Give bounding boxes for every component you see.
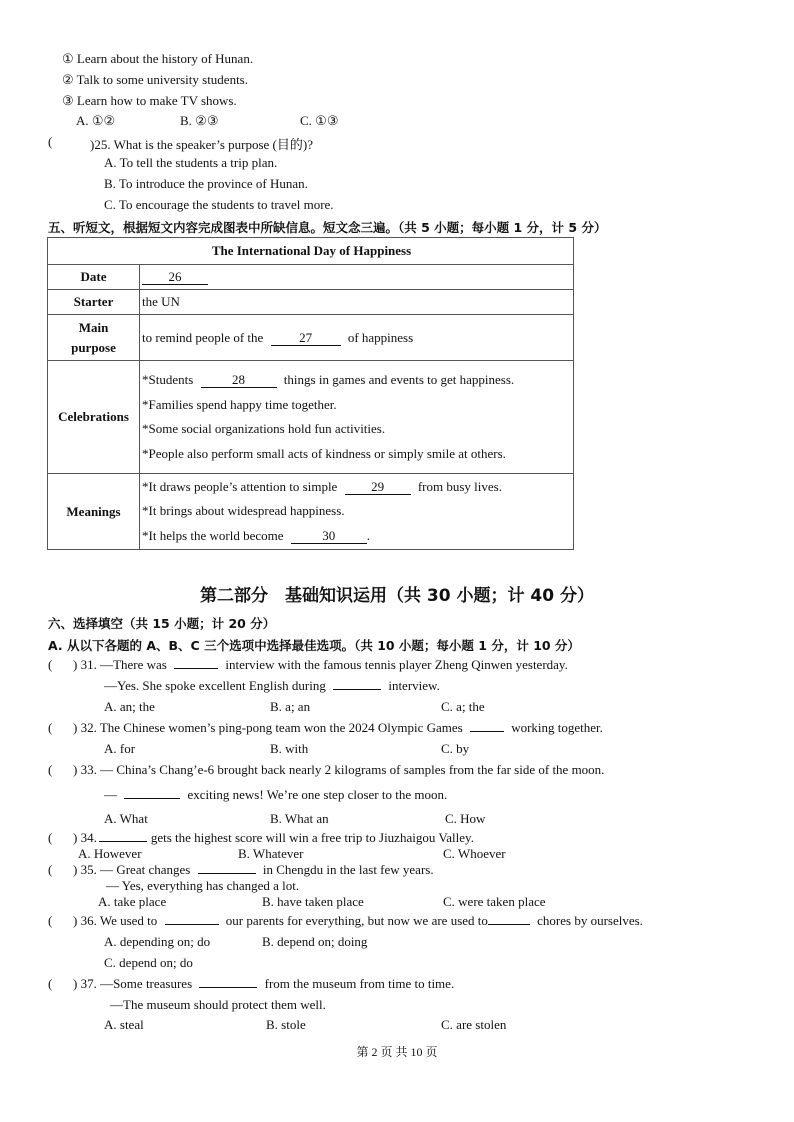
q25-answer-paren: (: [48, 134, 53, 149]
main-purpose-before: to remind people of the: [142, 329, 264, 345]
q32-stem: [73, 720, 603, 736]
main-purpose-label-line1: Main: [78, 319, 109, 335]
q24-option-3: ③ Learn how to make TV shows.: [62, 93, 237, 108]
q31-option-c: C. a; the: [441, 699, 485, 714]
q37-stem-b: from the museum from time to time.: [264, 976, 455, 991]
q33-option-b: B. What an: [270, 811, 329, 826]
meaning-3-before: *It helps the world become: [142, 527, 284, 543]
q32-option-a: A. for: [104, 741, 136, 756]
meanings-cell: [140, 474, 574, 550]
meaning-line-1: [142, 475, 573, 500]
q32-answer-paren: (: [48, 720, 53, 735]
section6-title: 六、选择填空（共 15 小题；计 20 分）: [48, 616, 276, 631]
page-footer: 第 2 页 共 10 页: [356, 1045, 438, 1059]
happiness-table: [47, 237, 574, 550]
q31-answer-paren: (: [48, 657, 53, 672]
starter-label: Starter: [48, 290, 140, 315]
q32-option-c: C. by: [441, 741, 470, 756]
q31-blank-1: [174, 668, 218, 669]
part2-title: 第二部分 基础知识运用（共 30 小题；计 40 分）: [200, 586, 594, 606]
date-label: Date: [48, 265, 140, 290]
main-purpose-label-line2: purpose: [71, 339, 116, 355]
q35-reply: — Yes, everything has changed a lot.: [106, 878, 300, 893]
meaning-line-3: [142, 524, 573, 549]
q35-option-a: A. take place: [98, 894, 167, 909]
main-purpose-after: of happiness: [347, 329, 414, 345]
blank-26: 26: [142, 270, 208, 285]
q25-option-a: A. To tell the students a trip plan.: [104, 155, 278, 170]
meaning-3-after: .: [366, 527, 371, 543]
celebration-line-1: [142, 368, 573, 393]
q34-stem: [73, 830, 474, 846]
q33-reply-a: —: [104, 787, 117, 802]
q37-option-c: C. are stolen: [441, 1017, 507, 1032]
table-heading: The International Day of Happiness: [48, 238, 574, 265]
q25-stem: )25. What is the speaker’s purpose (目的)?: [90, 137, 313, 152]
q36-stem-a: ) 36. We used to: [73, 913, 158, 928]
q31-reply: [104, 678, 440, 694]
q31-stem-a: ) 31. —There was: [73, 657, 167, 672]
section5-title: 五、听短文，根据短文内容完成图表中所缺信息。短文念三遍。（共 5 小题；每小题 1 分，计 5 分）: [48, 220, 607, 235]
celebrations-cell: [140, 361, 574, 474]
meaning-line-2: *It brings about widespread happiness.: [142, 503, 345, 519]
q24-choice-a: A. ①②: [76, 113, 116, 128]
q34-blank: [99, 841, 147, 842]
q31-stem-b: interview with the famous tennis player Zheng Qinwen yesterday.: [225, 657, 568, 672]
q34-option-b: B. Whatever: [238, 846, 304, 861]
blank-30: 30: [291, 529, 367, 544]
q36-option-c: C. depend on; do: [104, 955, 193, 970]
main-purpose-label: [48, 315, 140, 361]
q34-stem-a: ) 34.: [73, 830, 97, 845]
q33-stem: ) 33. — China’s Chang’e-6 brought back nearly 2 kilograms of samples from the far side of the moon.: [73, 762, 605, 777]
celebrations-label: Celebrations: [48, 361, 140, 474]
q33-reply: [104, 787, 447, 803]
q36-stem: [73, 913, 643, 929]
q34-stem-b: gets the highest score will win a free trip to Jiuzhaigou Valley.: [150, 830, 474, 845]
q36-option-b: B. depend on; doing: [262, 934, 368, 949]
q35-stem-a: ) 35. — Great changes: [73, 862, 191, 877]
q31-reply-a: —Yes. She spoke excellent English during: [104, 678, 326, 693]
q33-reply-b: exciting news! We’re one step closer to the moon.: [187, 787, 448, 802]
q35-stem: [73, 862, 434, 878]
q35-option-c: C. were taken place: [443, 894, 546, 909]
q31-option-b: B. a; an: [270, 699, 311, 714]
q35-blank: [198, 873, 256, 874]
q34-answer-paren: (: [48, 830, 53, 845]
q37-option-b: B. stole: [266, 1017, 306, 1032]
meanings-label: Meanings: [48, 474, 140, 550]
q34-option-c: C. Whoever: [443, 846, 506, 861]
meaning-1-before: *It draws people’s attention to simple: [142, 478, 338, 494]
q31-option-a: A. an; the: [104, 699, 155, 714]
q37-stem-a: ) 37. —Some treasures: [73, 976, 193, 991]
q33-option-c: C. How: [445, 811, 486, 826]
q37-blank: [199, 987, 257, 988]
blank-27: 27: [271, 331, 341, 346]
q36-blank-1: [165, 924, 219, 925]
q37-option-a: A. steal: [104, 1017, 144, 1032]
q33-blank: [124, 798, 180, 799]
q35-option-b: B. have taken place: [262, 894, 364, 909]
celebration-1-after: things in games and events to get happiness.: [283, 372, 515, 387]
q36-answer-paren: (: [48, 913, 53, 928]
q25-option-c: C. To encourage the students to travel more.: [104, 197, 334, 212]
q36-stem-c: chores by ourselves.: [537, 913, 643, 928]
meaning-1-after: from busy lives.: [417, 478, 502, 494]
q33-answer-paren: (: [48, 762, 53, 777]
q31-reply-b: interview.: [388, 678, 440, 693]
q31-blank-2: [333, 689, 381, 690]
q37-answer-paren: (: [48, 976, 53, 991]
q24-choice-c: C. ①③: [300, 113, 339, 128]
q32-blank: [470, 731, 504, 732]
q24-option-2: ② Talk to some university students.: [62, 72, 248, 87]
celebration-line-3: *Some social organizations hold fun activities.: [142, 421, 386, 436]
q25-option-b: B. To introduce the province of Hunan.: [104, 176, 308, 191]
q32-option-b: B. with: [270, 741, 309, 756]
q31-stem: [73, 657, 568, 673]
q33-option-a: A. What: [104, 811, 148, 826]
celebration-line-4: *People also perform small acts of kindness or simply smile at others.: [142, 445, 506, 461]
sectionA-title: A. 从以下各题的 A、B、C 三个选项中选择最佳选项。（共 10 小题；每小题 1 分，计 10 分）: [48, 638, 580, 653]
q32-stem-b: working together.: [511, 720, 603, 735]
q24-choice-b: B. ②③: [180, 113, 219, 128]
celebration-line-2: *Families spend happy time together.: [142, 396, 337, 412]
q37-reply: —The museum should protect them well.: [110, 997, 326, 1012]
blank-29: 29: [345, 480, 411, 495]
starter-value: the UN: [140, 290, 574, 315]
q35-stem-b: in Chengdu in the last few years.: [262, 862, 434, 877]
q24-option-1: ① Learn about the history of Hunan.: [62, 51, 254, 66]
celebration-1-before: *Students: [142, 372, 194, 387]
date-cell: [140, 265, 574, 290]
q37-stem: [73, 976, 454, 992]
q36-option-a: A. depending on; do: [104, 934, 211, 949]
q35-answer-paren: (: [48, 862, 53, 877]
q32-stem-a: ) 32. The Chinese women’s ping-pong team won the 2024 Olympic Games: [73, 720, 463, 735]
main-purpose-cell: [140, 315, 574, 361]
q36-blank-2: [488, 924, 530, 925]
blank-28: 28: [201, 373, 277, 388]
q34-option-a: A. However: [78, 846, 142, 861]
q36-stem-b: our parents for everything, but now we are used to: [225, 913, 488, 928]
